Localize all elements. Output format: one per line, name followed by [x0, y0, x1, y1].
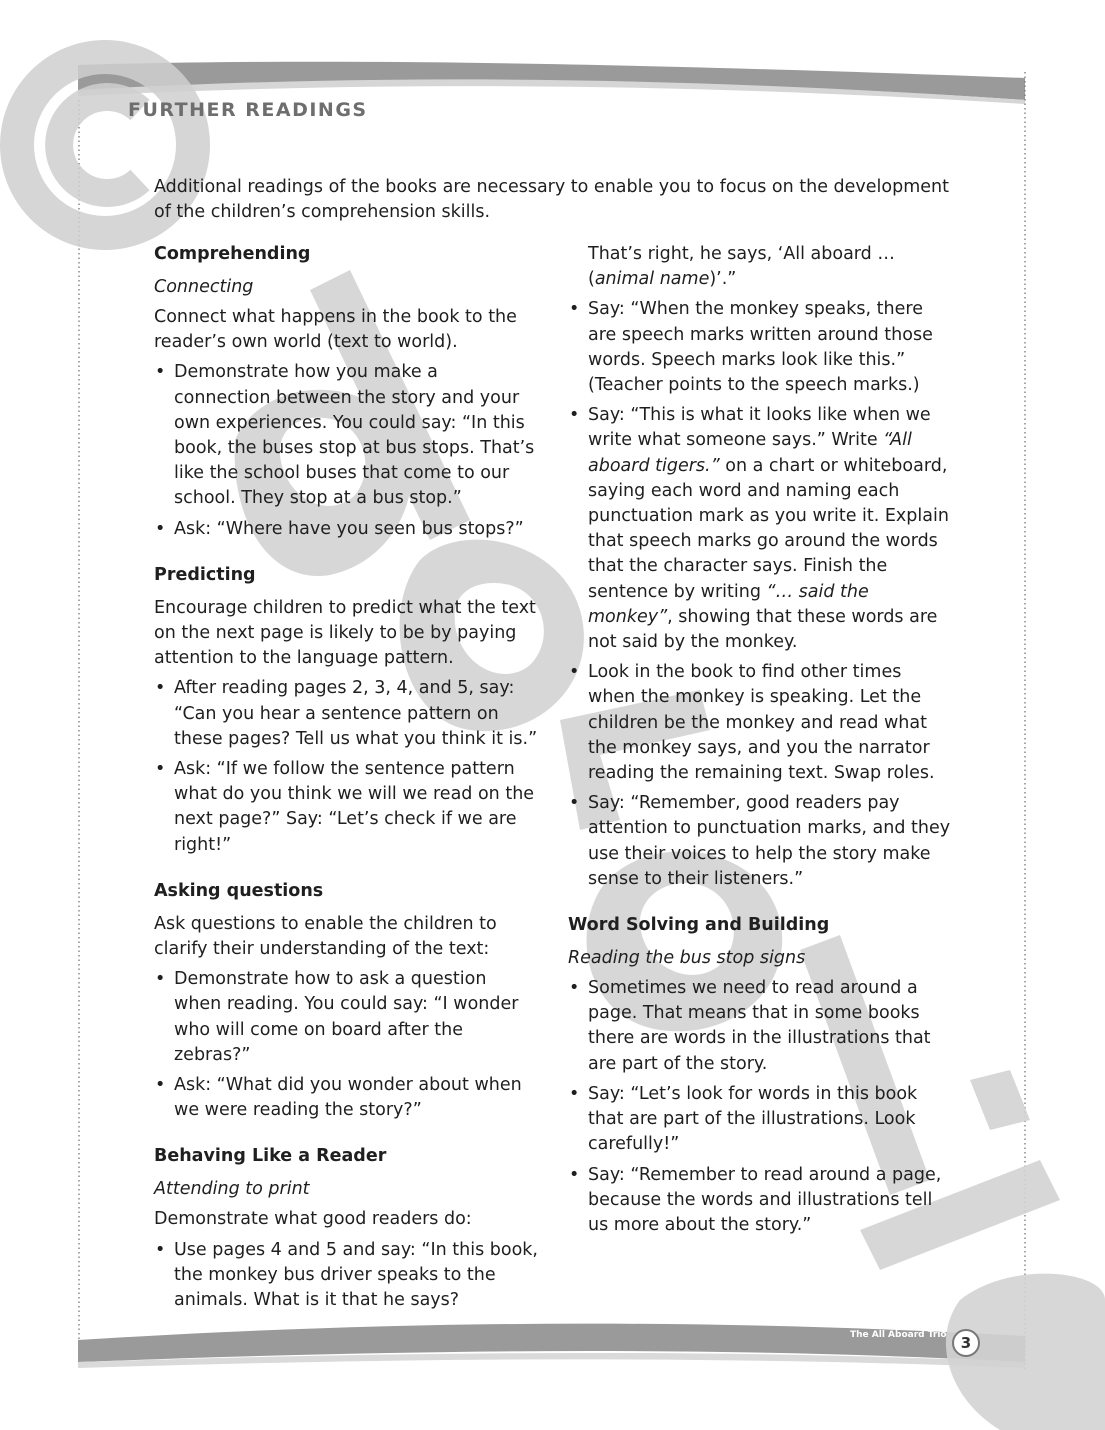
list-item: • Sometimes we need to read around a page. That means that in some books there are words in the illustrations that are part of the story.	[568, 976, 953, 1077]
list-item: • Say: “Let’s look for words in this book that are part of the illustrations. Look carefully!”	[568, 1082, 953, 1158]
asking-paragraph: Ask questions to enable the children to clarify their understanding of the text:	[154, 913, 497, 960]
speech-marks-list	[568, 297, 953, 892]
heading-asking-questions: Asking questions	[154, 880, 324, 901]
heading-word-solving: Word Solving and Building	[568, 915, 830, 936]
subheading-attending-to-print: Attending to print	[154, 1179, 310, 1200]
list-item: • Look in the book to find other times when the monkey is speaking. Let the children be the monkey and read what the monkey says, and you the narrator reading the remaining text. Swap roles.	[568, 660, 953, 786]
connecting-list	[154, 360, 539, 541]
connecting-paragraph: Connect what happens in the book to the reader’s own world (text to world).	[154, 307, 517, 353]
left-column	[154, 242, 539, 1318]
intro-paragraph: Additional readings of the books are necessary to enable you to focus on the development of the children’s comprehension skills.	[154, 177, 950, 222]
right-column	[568, 242, 953, 1243]
list-item: • Ask: “Where have you seen bus stops?”	[154, 517, 539, 542]
behaving-paragraph: Demonstrate what good readers do:	[154, 1209, 472, 1230]
subheading-bus-stop-signs: Reading the bus stop signs	[568, 948, 806, 969]
word-solving-list	[568, 976, 953, 1238]
page-title: FURTHER READINGS	[128, 99, 368, 121]
list-item: • Demonstrate how to ask a question when reading. You could say: “I wonder who will come on board after the zebras?”	[154, 967, 539, 1068]
continued-text: That’s right, he says, ‘All aboard … (animal name)’.”	[588, 244, 895, 290]
list-item: • Say: “When the monkey speaks, there are speech marks written around those words. Speech marks look like this.” (Teacher points to the speech marks.)	[568, 297, 953, 398]
predicting-paragraph: Encourage children to predict what the text on the next page is likely to be by paying attention to the language pattern.	[154, 597, 536, 669]
footer-book-title: The All Aboard Trio	[850, 1330, 947, 1340]
heading-predicting: Predicting	[154, 564, 256, 585]
page-number: 3	[952, 1329, 980, 1357]
list-item: • Use pages 4 and 5 and say: “In this book, the monkey bus driver speaks to the animals. What is it that he says?	[154, 1238, 539, 1314]
list-item: • Say: “This is what it looks like when we write what someone says.” Write “All aboard tigers.” on a chart or whiteboard, saying each word and naming each punctuation mark as you write it. Explain that speech marks go around the words that the character says. Finish the sentence by writing “… said the monkey”, showing that these words are not said by the monkey.	[568, 403, 953, 655]
heading-behaving-like-a-reader: Behaving Like a Reader	[154, 1146, 387, 1167]
behaving-list	[154, 1238, 539, 1314]
predicting-list	[154, 676, 539, 857]
list-item: • Say: “Remember to read around a page, because the words and illustrations tell us more about the story.”	[568, 1163, 953, 1239]
list-item: • Demonstrate how you make a connection between the story and your own experiences. You could say: “In this book, the buses stop at bus stops. That’s like the school buses that come to our school. They stop at a bus stop.”	[154, 360, 539, 511]
heading-comprehending: Comprehending	[154, 244, 311, 264]
asking-list	[154, 967, 539, 1123]
list-item: • Say: “Remember, good readers pay attention to punctuation marks, and they use their voices to help the story make sense to their listeners.”	[568, 791, 953, 892]
list-item: • After reading pages 2, 3, 4, and 5, say: “Can you hear a sentence pattern on these pages? Tell us what you think it is.”	[154, 676, 539, 752]
subheading-connecting: Connecting	[154, 277, 254, 297]
list-item: • Ask: “What did you wonder about when we were reading the story?”	[154, 1073, 539, 1123]
list-item: • Ask: “If we follow the sentence pattern what do you think we will we read on the next page?” Say: “Let’s check if we are right!”	[154, 757, 539, 858]
